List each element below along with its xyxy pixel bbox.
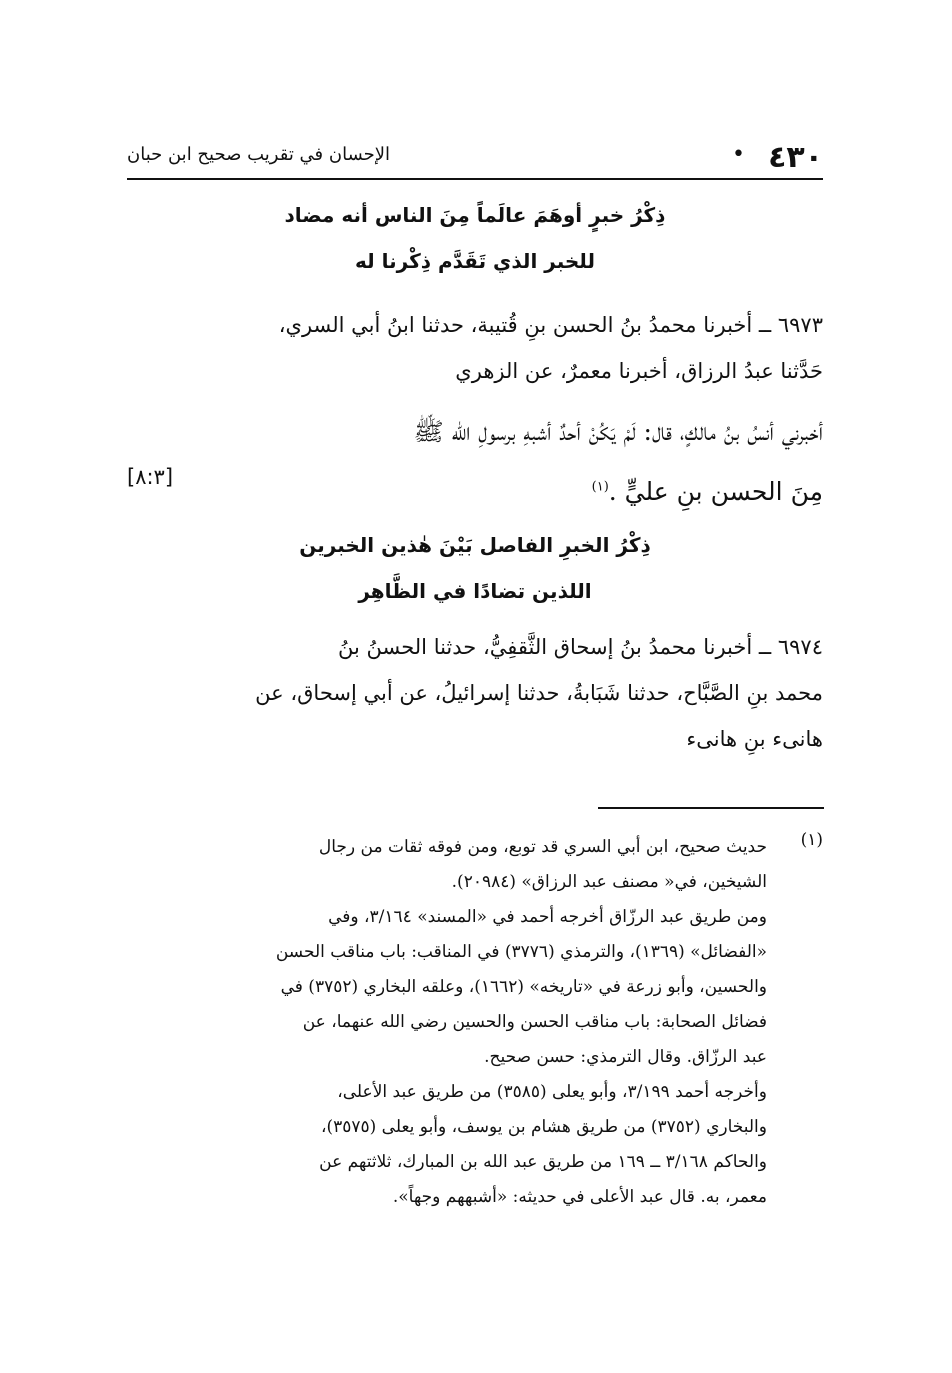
footnote (127, 830, 823, 1215)
book-title: الإحسان في تقريب صحيح ابن حبان (127, 144, 391, 165)
chain-line: ٦٩٧٤ ــ أخبرنا محمدُ بنُ إسحاق الثَّقفِيُّ، حدثنا الحسنُ بنُ (338, 635, 823, 659)
footnote-number: (١) (800, 830, 823, 850)
hadith-line: أخبرني أنسُ بنُ مالكٍ، قال: لَمْ يَكُنْ أحدٌ أشبهِ برسولِ الله ﷺ (413, 417, 823, 446)
hadith-line (127, 462, 823, 522)
footnote-line: معمر، به. قال عبد الأعلى في حديثه: «أشبههم وجهاً». (392, 1187, 767, 1207)
footnote-line: والبخاري (٣٧٥٢) من طريق هشام بن يوسف، وأبو يعلى (٣٥٧٥)، (320, 1117, 767, 1137)
footnote-body (127, 830, 767, 1215)
chapter-heading-1 (127, 192, 823, 284)
hadith-6973-text (127, 402, 823, 522)
footnote-line: وأخرجه أحمد ٣/١٩٩، وأبو يعلى (٣٥٨٥) من طريق عبد الأعلى، (337, 1082, 767, 1102)
heading-line: ذِكْرُ الخبرِ الفاصل بَيْنَ هٰذين الخبرين (299, 533, 651, 557)
heading-line: للخبر الذي تَقَدَّم ذِكْرنا له (355, 249, 595, 273)
chain-line: ٦٩٧٣ ــ أخبرنا محمدُ بنُ الحسن بنِ قُتيبة، حدثنا ابنُ أبي السري، (278, 313, 823, 337)
hadith-6974-chain (127, 624, 823, 762)
header-rule (127, 178, 823, 180)
chain-line: حَدَّثنا عبدُ الرزاق، أخبرنا معمرٌ، عن الزهري (455, 359, 823, 383)
chain-line: هانىء بنِ هانىء (686, 727, 823, 751)
page-number: ٤٣٠ (768, 140, 823, 175)
hadith-6973-chain (127, 302, 823, 394)
chain-line: محمد بنِ الصَّبَّاح، حدثنا شَبَابةُ، حدثنا إسرائيلُ، عن أبي إسحاق، عن (255, 681, 823, 705)
footnote-line: والحاكم ٣/١٦٨ ــ ١٦٩ من طريق عبد الله بن المبارك، ثلاثتهم عن (319, 1152, 767, 1172)
reference-tag: [٨:٣] (127, 465, 174, 489)
footnote-line: الشيخين، في« مصنف عبد الرزاق» (٢٠٩٨٤). (451, 872, 767, 892)
heading-line: اللذين تضادًا في الظَّاهِر (358, 579, 592, 603)
footnote-line: حديث صحيح، ابن أبي السري قد توبع، ومن فوقه ثقات من رجال (318, 837, 767, 857)
running-header (127, 136, 823, 174)
hadith-line-text: مِنَ الحسن بنِ عليٍّ . (608, 477, 823, 506)
footnote-line: عبد الرزّاق. وقال الترمذي: حسن صحيح. (484, 1047, 767, 1067)
heading-line: ذِكْرُ خبرٍ أوهَمَ عالَماً مِنَ الناس أنه مضاد (284, 203, 666, 227)
footnote-line: فضائل الصحابة: باب مناقب الحسن والحسين رضي الله عنهما، عن (302, 1012, 767, 1032)
footnote-marker: (١) (591, 479, 609, 495)
footnote-line: والحسين، وأبو زرعة في «تاريخه» (١٦٦٢)، وعلقه البخاري (٣٧٥٢) في (280, 977, 767, 997)
chapter-heading-2 (127, 522, 823, 614)
footnote-line: «الفضائل» (١٣٦٩)، والترمذي (٣٧٧٦) في المناقب: باب مناقب الحسن (275, 942, 767, 962)
footnote-line: ومن طريق عبد الرزّاق أخرجه أحمد في «المسند» ٣/١٦٤، وفي (328, 907, 767, 927)
footnote-rule (598, 807, 824, 809)
header-separator: • (732, 142, 745, 167)
